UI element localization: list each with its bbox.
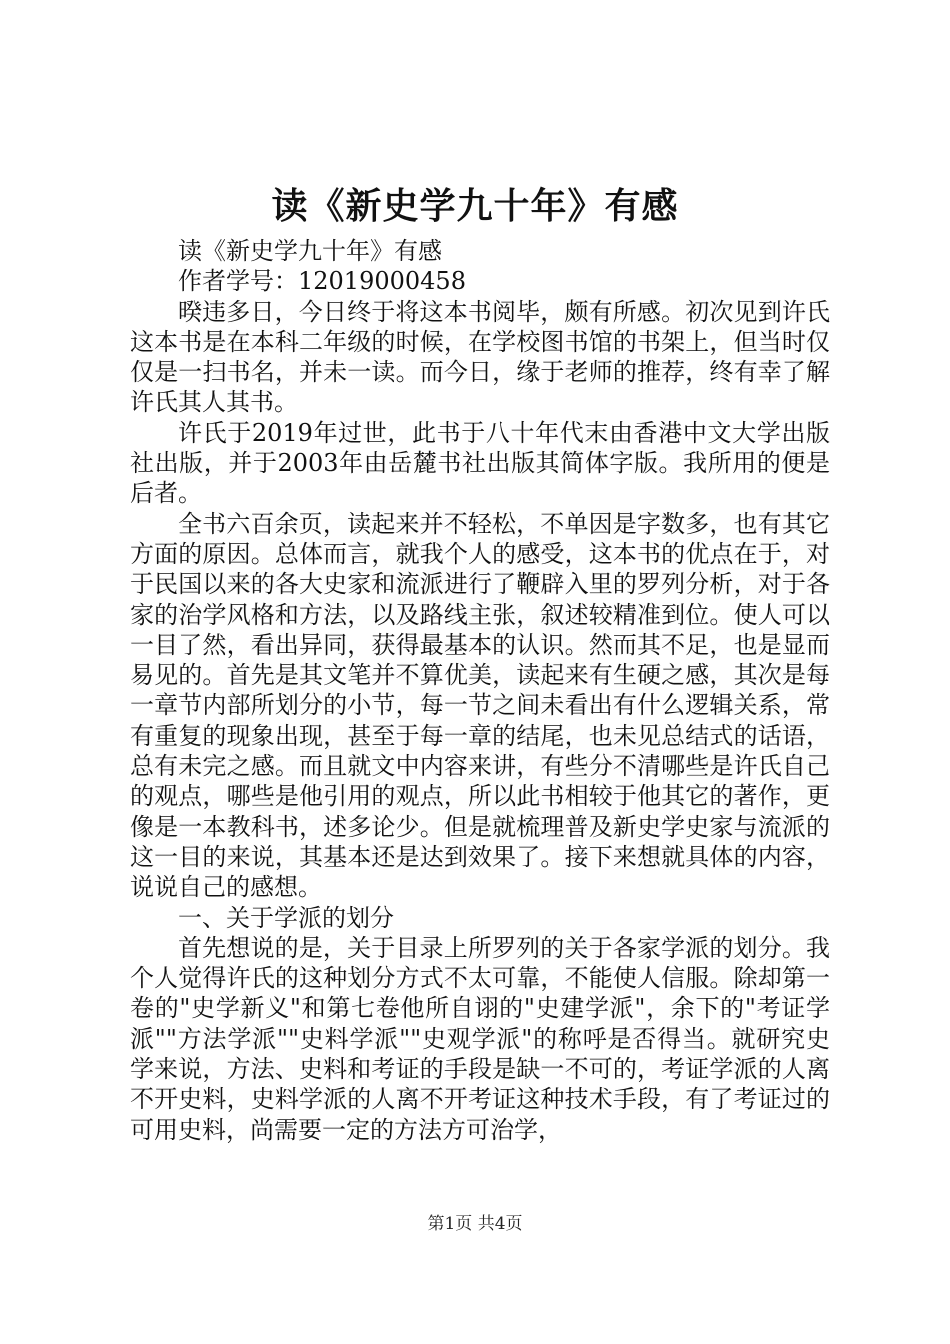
section-heading: 一、关于学派的划分 <box>178 903 394 932</box>
paragraph-schools: 首先想说的是，关于目录上所罗列的关于各家学派的划分。我个人觉得许氏的这种划分方式不太可靠，不能使人信服。除却第一卷的"史学新义"和第七卷他所自诩的"史建学派"，余下的"考证学派""方法学派""史料学派""史观学派"的称呼是否得当。就研究史学来说，方法、史料和考证的手段是缺一不可的，考证学派的人离不开史料，史料学派的人离不开考证这种技术手段，有了考证过的可用史料，尚需要一定的方法方可治学， <box>130 933 830 1144</box>
paragraph-intro: 暌违多日，今日终于将这本书阅毕，颇有所感。初次见到许氏这本书是在本科二年级的时候，在学校图书馆的书架上，但当时仅仅是一扫书名，并未一读。而今日，缘于老师的推荐，终有幸了解许氏其人其书。 <box>130 297 830 417</box>
paragraph-publication: 许氏于2019年过世，此书于八十年代末由香港中文大学出版社出版，并于2003年由岳麓书社出版其简体字版。我所用的便是后者。 <box>130 418 830 508</box>
document-title: 读《新史学九十年》有感 <box>271 185 679 227</box>
document-body <box>130 236 830 1145</box>
subtitle-line: 读《新史学九十年》有感 <box>178 237 442 265</box>
author-id-line: 作者学号：12019000458 <box>178 267 466 296</box>
page-footer: 第1页 共4页 <box>427 1214 523 1234</box>
paragraph-overview: 全书六百余页，读起来并不轻松，不单因是字数多，也有其它方面的原因。总体而言，就我个人的感受，这本书的优点在于，对于民国以来的各大史家和流派进行了鞭辟入里的罗列分析，对于各家的治学风格和方法，以及路线主张，叙述较精准到位。使人可以一目了然，看出异同，获得最基本的认识。然而其不足，也是显而易见的。首先是其文笔并不算优美，读起来有生硬之感，其次是每一章节内部所划分的小节，每一节之间未看出有什么逻辑关系，常有重复的现象出现，甚至于每一章的结尾，也未见总结式的话语，总有未完之感。而且就文中内容来讲，有些分不清哪些是许氏自己的观点，哪些是他引用的观点，所以此书相较于他其它的著作，更像是一本教科书，述多论少。但是就梳理普及新史学史家与流派的这一目的来说，其基本还是达到效果了。接下来想就具体的内容，说说自己的感想。 <box>130 509 830 902</box>
